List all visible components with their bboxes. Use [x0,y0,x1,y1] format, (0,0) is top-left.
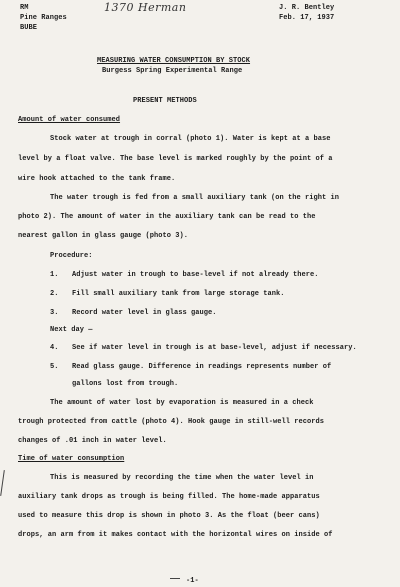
margin-mark [170,578,180,579]
date: Feb. 17, 1937 [279,14,335,22]
amount-p1-line3: wire hook attached to the tank frame. [18,175,176,183]
margin-mark [0,470,5,496]
time-p1-line4: drops, an arm from it makes contact with the horizontal wires on inside of [18,531,333,539]
author: J. R. Bentley [279,4,335,12]
time-p1-line1: This is measured by recording the time when the water level in [50,474,314,482]
step-number: 3. [50,309,59,317]
procedure-label: Procedure: [50,252,93,260]
page-number: -1- [186,577,199,585]
document-subtitle: Burgess Spring Experimental Range [102,67,243,75]
header-code: RM [20,4,29,12]
amount-p2-line1: The water trough is fed from a small auxiliary tank (on the right in [50,194,340,202]
section-heading: PRESENT METHODS [133,97,197,105]
amount-p1-line2: level by a float valve. The base level is marked roughly by the point of a [18,155,333,163]
step-continuation: gallons lost from trough. [72,380,179,388]
step-number: 1. [50,271,59,279]
header-unit: Pine Ranges [20,14,67,22]
step-text: Record water level in glass gauge. [72,309,217,317]
next-day-label: Next day — [50,326,93,334]
step-number: 2. [50,290,59,298]
step-text: Read glass gauge. Difference in readings represents number of [72,363,332,371]
amount-p3-line2: trough protected from cattle (photo 4). Hook gauge in still-well records [18,418,325,426]
amount-heading: Amount of water consumed [18,116,121,124]
step-number: 4. [50,344,59,352]
step-number: 5. [50,363,59,371]
time-heading: Time of water consumption [18,455,125,463]
amount-p1-line1: Stock water at trough in corral (photo 1). Water is kept at a base [50,135,331,143]
time-p1-line3: used to measure this drop is shown in photo 3. As the float (beer cans) [18,512,320,520]
header-sub: BUBE [20,24,38,32]
amount-p3-line1: The amount of water lost by evaporation is measured in a check [50,399,314,407]
amount-p2-line3: nearest gallon in glass gauge (photo 3). [18,232,189,240]
step-text: Fill small auxiliary tank from large storage tank. [72,290,285,298]
step-text: Adjust water in trough to base-level if not already there. [72,271,319,279]
document-title: MEASURING WATER CONSUMPTION BY STOCK [97,57,251,65]
time-p1-line2: auxiliary tank drops as trough is being filled. The home-made apparatus [18,493,320,501]
amount-p2-line2: photo 2). The amount of water in the auxiliary tank can be read to the [18,213,316,221]
step-text: See if water level in trough is at base-level, adjust if necessary. [72,344,357,352]
handwritten-note: 1370 Herman [104,1,187,14]
amount-p3-line3: changes of .01 inch in water level. [18,437,167,445]
